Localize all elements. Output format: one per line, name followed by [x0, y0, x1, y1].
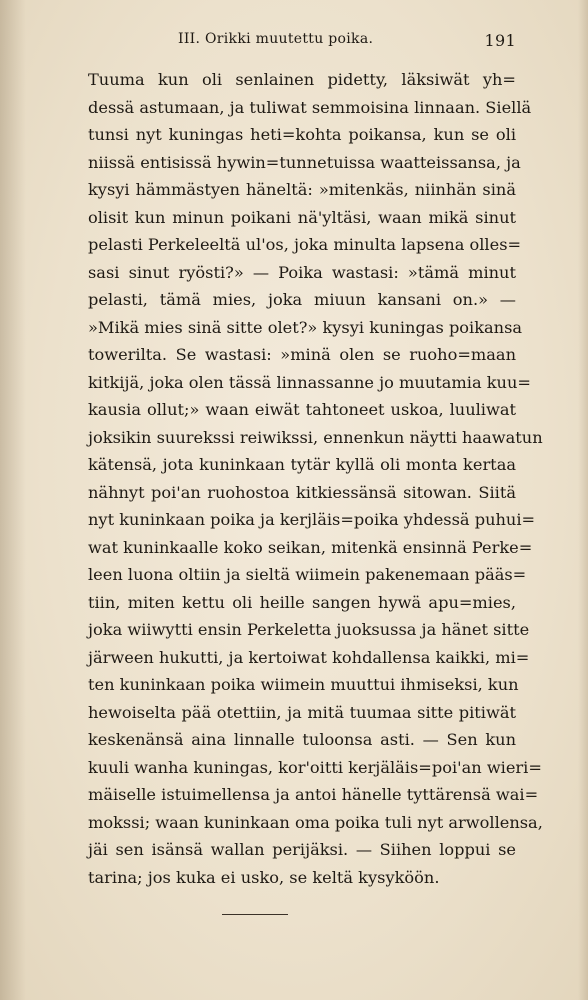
text-line: kätensä, jota kuninkaan tytär kyllä oli monta kertaa — [88, 455, 516, 474]
text-line: keskenänsä aina linnalle tuloonsa asti. — Sen kun — [88, 730, 516, 749]
text-line: tunsi nyt kuningas heti=kohta poikansa, kun se oli — [88, 125, 516, 144]
text-line: »Mikä mies sinä sitte olet?» kysyi kuningas poikansa — [88, 317, 523, 337]
text-line: kuuli wanha kuningas, kor'oitti kerjäläis=poi'an wieri= — [88, 757, 542, 777]
text-line: sasi sinut ryösti?» — Poika wastasi: »tämä minut — [88, 262, 516, 282]
section-divider-rule — [222, 914, 288, 915]
text-line: hewoiselta pää otettiin, ja mitä tuumaa sitte pitiwät — [88, 702, 516, 722]
text-line: mokssi; waan kuninkaan oma poika tuli nyt arwollensa, — [88, 812, 543, 832]
text-line: towerilta. Se wastasi: »minä olen se ruoho=maan — [88, 345, 516, 364]
text-line: kausia ollut;» waan eiwät tahtoneet uskoa, luuliwat — [88, 400, 516, 419]
text-line: kitkijä, joka olen tässä linnassanne jo muutamia kuu= — [88, 372, 531, 392]
text-line: ten kuninkaan poika wiimein muuttui ihmiseksi, kun — [88, 675, 519, 694]
text-line: mäiselle istuimellensa ja antoi hänelle tyttärensä wai= — [88, 785, 539, 804]
text-line: niissä entisissä hywin=tunnetuissa waatteissansa, ja — [88, 152, 521, 172]
page-number: 191 — [484, 31, 516, 50]
text-line: Tuuma kun oli senlainen pidetty, läksiwät yh= — [88, 70, 516, 89]
text-line: olisit kun minun poikani nä'yltäsi, waan mikä sinut — [88, 207, 516, 227]
text-line: wat kuninkaalle koko seikan, mitenkä ensinnä Perke= — [88, 537, 533, 557]
text-line: leen luona oltiin ja sieltä wiimein pakenemaan pääs= — [88, 565, 527, 584]
text-line: nyt kuninkaan poika ja kerjläis=poika yhdessä puhui= — [88, 510, 536, 529]
text-line: jäi sen isänsä wallan perijäksi. — Siihen loppui se — [88, 840, 516, 859]
text-line: tarina; jos kuka ei usko, se keltä kysyköön. — [88, 867, 440, 887]
text-line: järween hukutti, ja kertoiwat kohdallensa kaikki, mi= — [88, 647, 530, 667]
text-line: joka wiiwytti ensin Perkeletta juoksussa ja hänet sitte — [88, 620, 530, 639]
body-text — [88, 66, 543, 891]
page-edge-shadow — [578, 0, 588, 1000]
text-line: pelasti, tämä mies, joka miuun kansani on.» — — [88, 290, 516, 309]
text-line: nähnyt poi'an ruohostoa kitkiessänsä sitowan. Siitä — [88, 482, 516, 502]
text-line: dessä astumaan, ja tuliwat semmoisina linnaan. Siellä — [88, 97, 532, 117]
text-line: joksikin suurekssi reiwikssi, ennenkun näytti haawatun — [88, 427, 543, 447]
running-title: III. Orikki muutettu poika. — [178, 31, 374, 47]
spine-shadow — [0, 0, 26, 1000]
text-line: pelasti Perkeleeltä ul'os, joka minulta lapsena olles= — [88, 235, 522, 254]
text-line: tiin, miten kettu oli heille sangen hywä apu=mies, — [88, 592, 516, 612]
text-line: kysyi hämmästyen häneltä: »mitenkäs, niinhän sinä — [88, 180, 516, 199]
running-header — [88, 31, 516, 55]
